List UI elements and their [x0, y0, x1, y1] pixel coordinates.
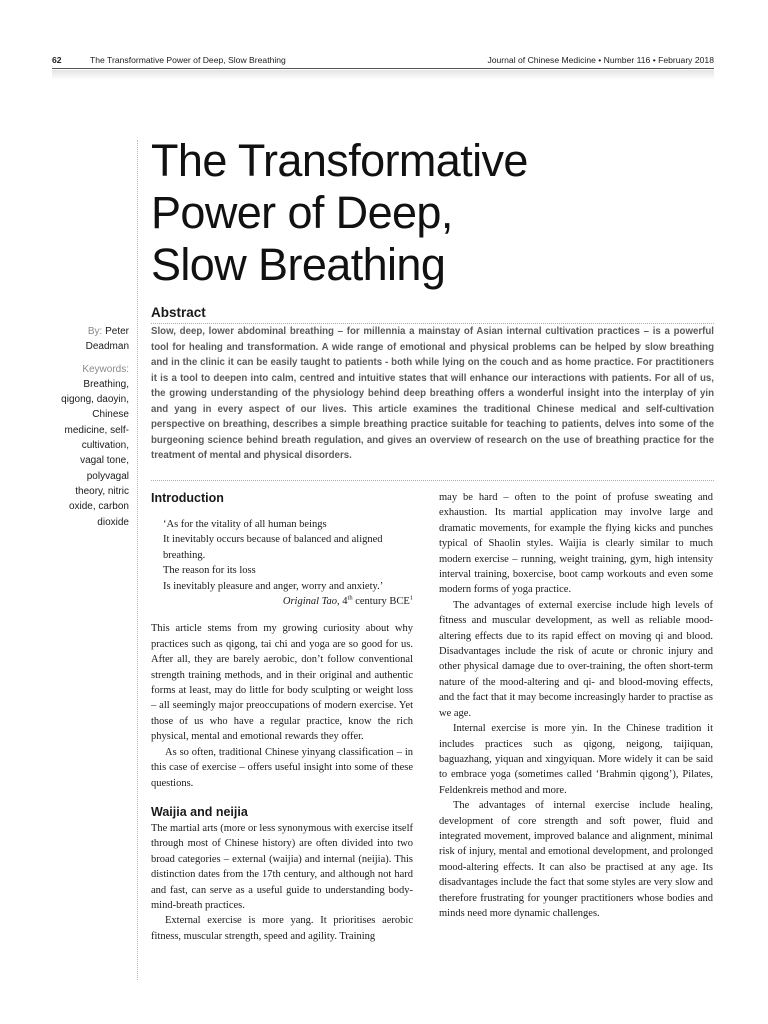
keyword-line: polyvagal: [86, 470, 129, 482]
right-column: [439, 490, 713, 921]
abstract-bottom-rule: [151, 480, 714, 481]
keyword-line: dioxide: [97, 516, 129, 528]
waijia-paragraph: External exercise is more yang. It prioritises aerobic fitness, muscular strength, speed and agility. Training: [151, 915, 413, 942]
waijia-heading: Waijia and neijia: [151, 804, 248, 819]
left-column: [151, 489, 413, 944]
body-paragraph: may be hard – often to the point of profuse sweating and exhaustion. Its martial application may involve large and dramatic movements, for example the flying kicks and punches typical of Shaolin styles. Waijia is clearly similar to much modern exercise – running, weight training, gym, high intensity interval training, boxercise, boot camp workouts and even some modern forms of yoga practice.: [439, 492, 713, 596]
quote-attribution: [163, 594, 413, 609]
footnote-ref[interactable]: 1: [409, 594, 413, 602]
intro-paragraph: This article stems from my growing curiosity about why practices such as qigong, tai chi and yoga are so good for us. After all, they are barely aerobic, don’t follow conventional strength training methods, and in their original and authentic forms at least, may do little for body sculpting or weight loss – all seemingly major preoccupations of modern exercise. Yet those of us who have a regular practice, know the rich physical, mental and emotional rewards they offer.: [151, 623, 413, 743]
title-line: The Transformative: [151, 135, 528, 186]
keyword-line: medicine, self-: [64, 424, 129, 436]
quote-line: It inevitably occurs because of balanced and aligned breathing.: [163, 534, 383, 561]
header-shadow: [52, 70, 714, 80]
quote-line: The reason for its loss: [163, 565, 256, 577]
running-header: [52, 55, 714, 69]
author-name-part: Peter: [105, 326, 129, 337]
title-line: Power of Deep,: [151, 187, 453, 238]
keyword-line: cultivation,: [81, 440, 129, 452]
journal-info: Journal of Chinese Medicine • Number 116 • February 2018: [487, 55, 714, 65]
keyword-line: Breathing,: [83, 378, 129, 390]
introduction-heading: Introduction: [151, 491, 224, 505]
quote-line: Is inevitably pleasure and anger, worry and anxiety.’: [163, 580, 384, 592]
quote-century: , 4: [337, 596, 348, 608]
header-rule: [52, 68, 714, 69]
intro-paragraph: As so often, traditional Chinese yinyang classification – in this case of exercise – offers useful insight into some of these questions.: [151, 746, 413, 789]
keywords-block: [30, 362, 129, 530]
body-paragraph: Internal exercise is more yin. In the Chinese tradition it includes practices such as qigong, neigong, taijiquan, baguazhang, yiquan and xingyiquan. More widely it can be said to embrace yoga (sometimes called ‘Brahmin qigong’), Pilates, Feldenkreis method and more.: [439, 723, 713, 796]
by-label: By:: [87, 326, 103, 337]
page-number: 62: [52, 55, 62, 65]
abstract-heading: Abstract: [151, 305, 206, 320]
running-title: The Transformative Power of Deep, Slow Breathing: [90, 55, 286, 65]
article-title: [151, 135, 711, 291]
keyword-line: qigong, daoyin,: [61, 394, 129, 406]
body-paragraph: The advantages of external exercise include high levels of fitness and muscular development, as well as reliable mood-altering effects due to its rapid effect on moving qi and blood. Disadvantages include the risk of acute or chronic injury and other physical damage due to over-training, the often short-term nature of the mood-altering and qi- and blood-moving effects, and the fact that it may become increasingly harder to practise as we age.: [439, 599, 713, 719]
title-line: Slow Breathing: [151, 239, 446, 290]
body-paragraph: The advantages of internal exercise include healing, development of core strength and soft power, fluid and integrated movement, improved balance and alignment, minimal risk of injury, mental and emotional development, and prolonged mood-altering effects. It can also be practised at any age. Its disadvantages include the fact that some styles are very slow and therefore frustrating for younger practitioners whose bodies and minds need more dynamic challenges.: [439, 800, 713, 919]
author-name-part: Deadman: [85, 341, 129, 353]
quote-century-suffix: th: [347, 594, 353, 602]
quote-line: ‘As for the vitality of all human beings: [163, 519, 327, 530]
keyword-line: vagal tone,: [80, 455, 129, 467]
keyword-line: theory, nitric: [75, 485, 129, 497]
column-divider: [137, 140, 138, 980]
keywords-label: Keywords:: [82, 363, 129, 375]
keyword-line: oxide, carbon: [68, 501, 129, 513]
quote-source: Original Tao: [282, 596, 338, 608]
epigraph-quote: [163, 517, 413, 609]
keyword-line: Chinese: [92, 409, 129, 421]
quote-century-rest: century BCE: [352, 596, 410, 608]
waijia-paragraph: The martial arts (more or less synonymous with exercise itself through most of Chinese history) are often divided into two broad categories – external (waijia) and internal (neijia). This distinction dates from the 17th century, and although not hard and fast, can serve as a useful guide to understanding body-mind-breath practices.: [151, 822, 413, 911]
author-sidebar: [30, 324, 129, 530]
abstract-text: Slow, deep, lower abdominal breathing – for millennia a mainstay of Asian internal cultivation practices – is a powerful tool for healing and transformation. A wide range of emotional and physical problems can be helped by slow breathing and in the clinic it can be easily taught to patients - both while lying on the couch and as home practice. For practitioners it is a tool to deepen into calm, centred and intuitive states that will enhance our interactions with patients. For all of us, the growing understanding of the physiology behind deep breathing offers a wonderful insight into the interplay of yin and yang in every aspect of our lives. This article examines the traditional Chinese medical and self-cultivation perspective on breathing, describes a simple breathing practice suitable for teaching to patients, delves into some of the burgeoning science behind breath regulation, and gives an overview of research on the use of breathing practice for the treatment of mental and physical disorders.: [151, 326, 714, 462]
